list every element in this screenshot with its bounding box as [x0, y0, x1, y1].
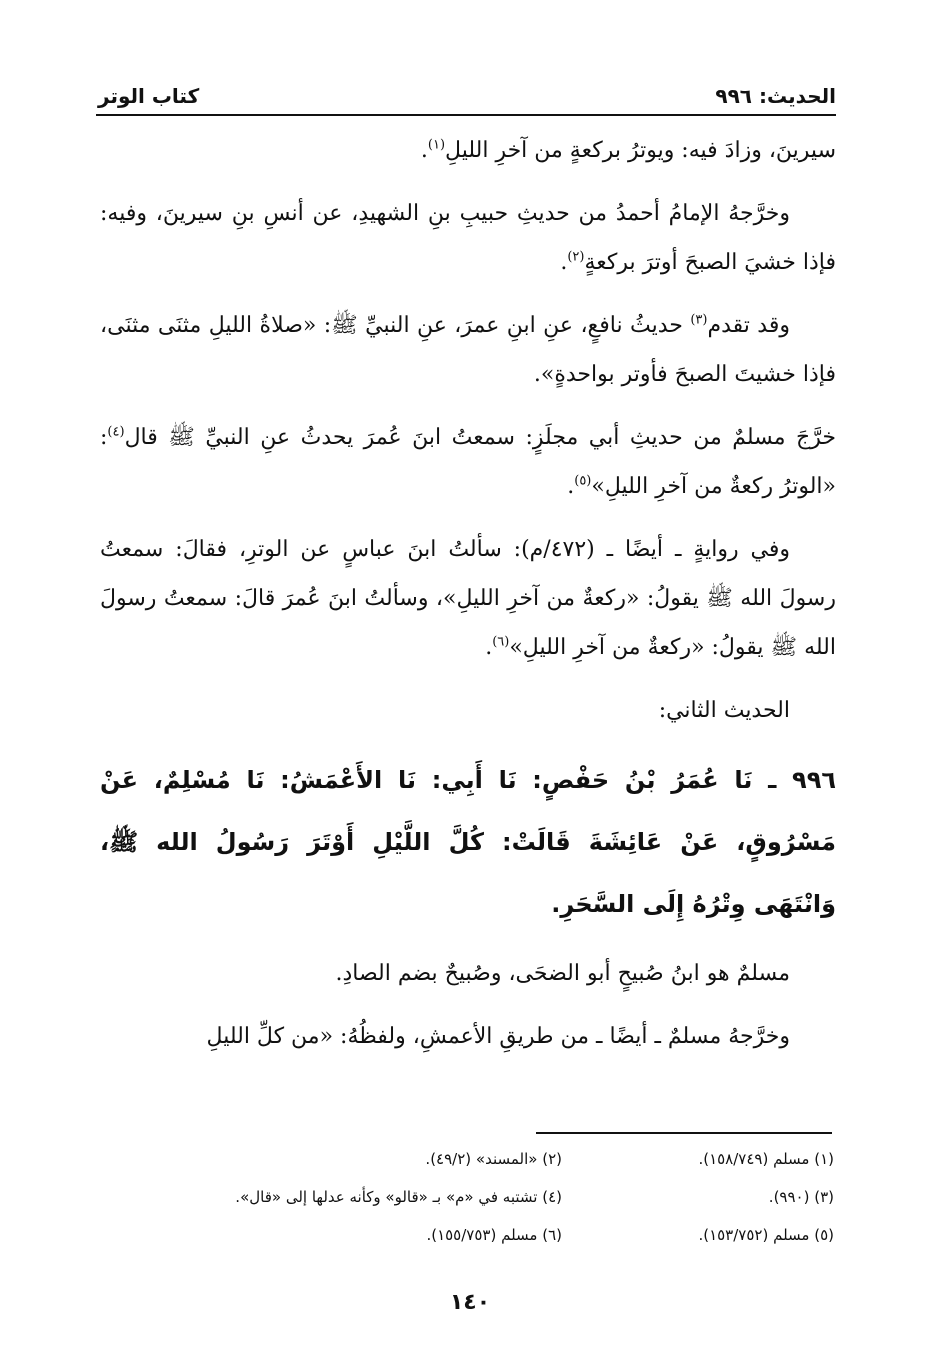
section-heading: الحديث الثاني: — [658, 698, 790, 723]
footnote-4: (٤) تشتبه في «م» بـ «قالو» وكأنه عدلها إلى «قال». — [235, 1188, 562, 1206]
header-hadith-ref: الحديث: ٩٩٦ — [715, 84, 836, 108]
paragraph-5-end: . — [485, 635, 493, 660]
paragraph-7: مسلمٌ هو ابنُ صُبيحٍ أبو الضحَى، وصُبيحٌ بضم الصادِ. — [335, 961, 790, 986]
footnote-ref-6: (٦) — [492, 634, 510, 650]
footnote-6: (٦) مسلم (١٥٥/٧٥٣). — [426, 1226, 562, 1244]
hadith-text: ٩٩٦ ـ نَا عُمَرُ بْنُ حَفْصٍ: نَا أَبِي: نَا الأَعْمَشُ: نَا مُسْلِمٌ، عَنْ مَسْرُوقٍ، عَنْ عَائِشَةَ قَالَتْ: كُلَّ اللَّيْلِ أَوْتَرَ رَسُولُ الله ﷺ، وَانْتَهَى وِتْرُهُ إِلَى السَّحَرِ. — [100, 766, 836, 918]
footnote-row — [120, 1150, 834, 1188]
paragraph-8: وخرَّجهُ مسلمٌ ـ أيضًا ـ من طريقِ الأعمشِ، ولفظُهُ: «من كلِّ الليلِ — [206, 1024, 790, 1049]
footnote-3: (٣) (٩٩٠). — [768, 1188, 834, 1206]
footnotes — [120, 1150, 834, 1264]
footnote-row — [120, 1188, 834, 1226]
paragraph-3-text-a: وقد تقدم — [707, 313, 790, 338]
paragraph-4-end: . — [567, 474, 575, 499]
paragraph-5-text: وفي روايةٍ ـ أيضًا ـ (٤٧٢/م): سألتُ ابنَ عباسٍ عن الوترِ، فقالَ: سمعتُ رسولَ الله ﷺ يقولُ: «ركعةٌ من آخرِ الليلِ»، وسألتُ ابنَ عُمرَ قالَ: سمعتُ رسولَ الله ﷺ يقولُ: «ركعةٌ من آخرِ الليلِ» — [100, 537, 836, 660]
footnote-ref-2: (٢) — [567, 249, 585, 265]
paragraph-2-text: وخرَّجهُ الإمامُ أحمدُ من حديثِ حبيبِ بنِ الشهيدِ، عن أنسِ بنِ سيرينَ، وفيه: فإذا خشيَ الصبحَ أوترَ بركعةٍ — [100, 201, 836, 275]
header-book-title: كتاب الوتر — [98, 84, 200, 108]
footnote-5: (٥) مسلم (١٥٣/٧٥٢). — [698, 1226, 834, 1244]
footnote-ref-4: (٤) — [107, 424, 125, 440]
running-header — [96, 84, 836, 116]
page-number: ١٤٠ — [449, 1290, 491, 1315]
paragraph-4 — [100, 413, 836, 511]
paragraph-4-text-b: : «الوترُ ركعةٌ من آخرِ الليلِ» — [100, 425, 836, 499]
paragraph-2 — [100, 189, 836, 287]
paragraph-3 — [100, 301, 836, 399]
footnote-divider — [536, 1132, 832, 1134]
paragraph-1-end: . — [420, 138, 428, 163]
paragraph-5 — [100, 525, 836, 672]
paragraph-4-text-a: خرَّجَ مسلمٌ من حديثِ أبي مجلَزٍ: سمعتُ ابنَ عُمرَ يحدثُ عنِ النبيِّ ﷺ قال — [124, 425, 836, 450]
footnote-row — [120, 1226, 834, 1264]
paragraph-3-text-b: حديثُ نافعٍ، عنِ ابنِ عمرَ، عنِ النبيِّ ﷺ: «صلاةُ الليلِ مثنَى مثنَى، فإذا خشيتَ الصبحَ فأوتر بواحدةٍ». — [100, 313, 836, 387]
paragraph-1-text: سيرينَ، وزادَ فيه: ويوترُ بركعةٍ من آخرِ الليلِ — [445, 138, 836, 163]
paragraph-1 — [100, 126, 836, 175]
footnote-2: (٢) «المسند» (٤٩/٢). — [425, 1150, 562, 1168]
footnote-ref-1: (١) — [427, 137, 446, 153]
footnote-1: (١) مسلم (١٥٨/٧٤٩). — [698, 1150, 834, 1168]
main-text — [100, 126, 836, 1075]
footnote-ref-5: (٥) — [574, 473, 592, 489]
footnote-ref-3: (٣) — [690, 312, 708, 328]
paragraph-2-end: . — [560, 250, 568, 275]
